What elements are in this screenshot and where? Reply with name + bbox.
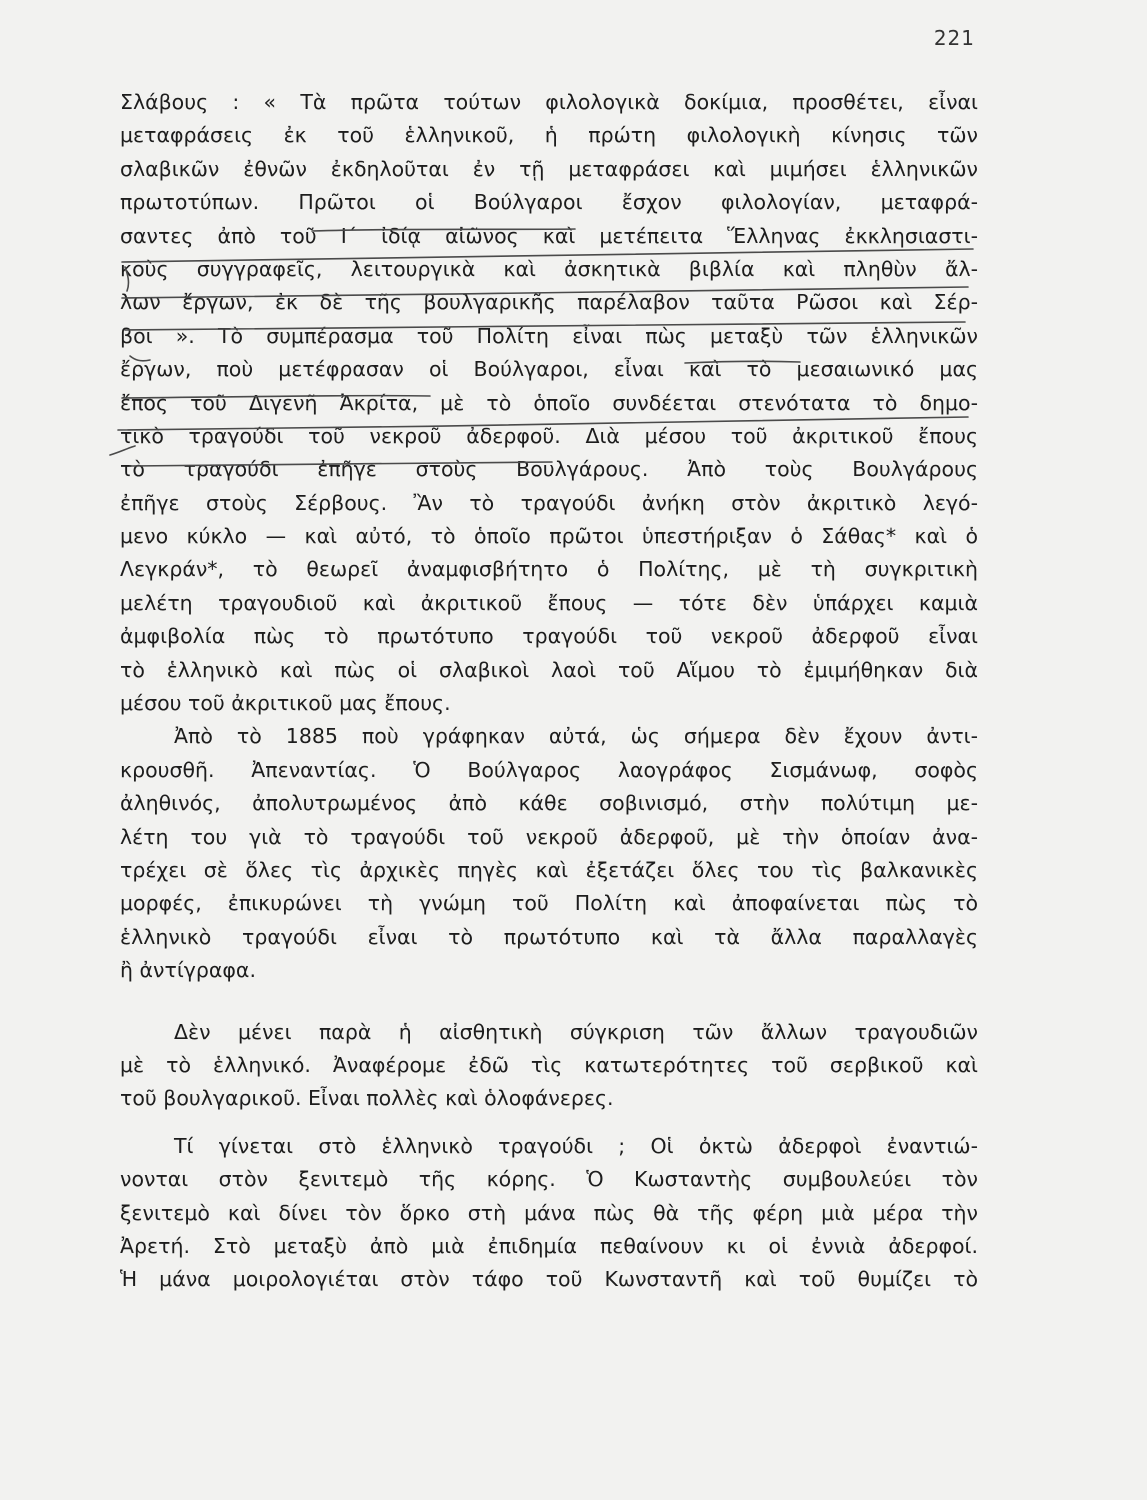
text-line: νονται στὸν ξενιτεμὸ τῆς κόρης. Ὁ Κωσταντὴς συμβουλεύει τὸν bbox=[120, 1167, 978, 1192]
paragraph-gap bbox=[120, 1116, 978, 1130]
text-line: ἔπος τοῦ Διγενῆ Ἀκρίτα, μὲ τὸ ὁποῖο συνδέεται στενότατα τὸ δημο- bbox=[120, 390, 978, 415]
text-line: κοὺς συγγραφεῖς, λειτουργικὰ καὶ ἀσκητικὰ βιβλία καὶ πληθὺν ἄλ- bbox=[120, 256, 978, 281]
text-line: λέτη του γιὰ τὸ τραγούδι τοῦ νεκροῦ ἀδερφοῦ, μὲ τὴν ὁποίαν ἀνα- bbox=[120, 824, 978, 849]
paragraph-4 bbox=[120, 1130, 978, 1297]
text-line: ἀληθινός, ἀπολυτρωμένος ἀπὸ κάθε σοβινισμό, στὴν πολύτιμη με- bbox=[120, 791, 978, 816]
page-number: 221 bbox=[933, 26, 975, 50]
text-line: τρέχει σὲ ὅλες τὶς ἀρχικὲς πηγὲς καὶ ἐξετάζει ὅλες του τὶς βαλκανικὲς bbox=[120, 857, 978, 882]
text-line: μελέτη τραγουδιοῦ καὶ ἀκριτικοῦ ἔπους — τότε δὲν ὑπάρχει καμιὰ bbox=[120, 590, 978, 615]
text-line: Ἀρετή. Στὸ μεταξὺ ἀπὸ μιὰ ἐπιδημία πεθαίνουν κι οἱ ἐννιὰ ἀδερφοί. bbox=[120, 1233, 978, 1258]
text-line: Ἀπὸ τὸ 1885 ποὺ γράφηκαν αὐτά, ὡς σήμερα δὲν ἔχουν ἀντι- bbox=[174, 724, 978, 749]
text-line: Δὲν μένει παρὰ ἡ αἰσθητικὴ σύγκριση τῶν ἄλλων τραγουδιῶν bbox=[174, 1019, 978, 1044]
text-line: Τί γίνεται στὸ ἑλληνικὸ τραγούδι ; Οἱ ὀκτὼ ἀδερφοὶ ἐναντιώ- bbox=[174, 1133, 978, 1158]
text-line: ἑλληνικὸ τραγούδι εἶναι τὸ πρωτότυπο καὶ τὰ ἄλλα παραλλαγὲς bbox=[120, 924, 978, 949]
text-line: τὸ ἑλληνικὸ καὶ πὼς οἱ σλαβικοὶ λαοὶ τοῦ Αἵμου τὸ ἐμιμήθηκαν διὰ bbox=[120, 657, 978, 682]
text-line: τὸ τραγούδι ἐπῆγε στοὺς Βουλγάρους. Ἀπὸ τοὺς Βουλγάρους bbox=[120, 457, 978, 482]
text-line: πρωτοτύπων. Πρῶτοι οἱ Βούλγαροι ἔσχον φιλολογίαν, μεταφρά- bbox=[120, 190, 978, 215]
paragraph-2 bbox=[120, 720, 978, 987]
text-line: μὲ τὸ ἑλληνικό. Ἀναφέρομε ἐδῶ τὶς κατωτερότητες τοῦ σερβικοῦ καὶ bbox=[120, 1052, 978, 1077]
text-line: μενο κύκλο — καὶ αὐτό, τὸ ὁποῖο πρῶτοι ὑπεστήριξαν ὁ Σάθας* καὶ ὁ bbox=[120, 524, 978, 549]
text-line: μεταφράσεις ἐκ τοῦ ἑλληνικοῦ, ἡ πρώτη φιλολογικὴ κίνησις τῶν bbox=[120, 123, 978, 148]
text-line: Ἡ μάνα μοιρολογιέται στὸν τάφο τοῦ Κωνσταντῆ καὶ τοῦ θυμίζει τὸ bbox=[120, 1267, 978, 1292]
text-line: σλαβικῶν ἐθνῶν ἐκδηλοῦται ἐν τῇ μεταφράσει καὶ μιμήσει ἑλληνικῶν bbox=[120, 156, 978, 181]
text-line: λων ἔργων, ἐκ δὲ τῆς βουλγαρικῆς παρέλαβον ταῦτα Ρῶσοι καὶ Σέρ- bbox=[120, 290, 978, 315]
text-line: μέσου τοῦ ἀκριτικοῦ μας ἔπους. bbox=[120, 691, 451, 716]
paragraph-gap bbox=[120, 988, 978, 1016]
text-line: μορφές, ἐπικυρώνει τὴ γνώμη τοῦ Πολίτη καὶ ἀποφαίνεται πὼς τὸ bbox=[120, 891, 978, 916]
text-line: Σλάβους : « Τὰ πρῶτα τούτων φιλολογικὰ δοκίμια, προσθέτει, εἶναι bbox=[120, 90, 978, 114]
text-line: βοι ». Τὸ συμπέρασμα τοῦ Πολίτη εἶναι πὼς μεταξὺ τῶν ἑλληνικῶν bbox=[120, 323, 978, 348]
text-line: τικὸ τραγούδι τοῦ νεκροῦ ἀδερφοῦ. Διὰ μέσου τοῦ ἀκριτικοῦ ἔπους bbox=[120, 423, 978, 448]
text-line: ἢ ἀντίγραφα. bbox=[120, 958, 256, 983]
body-text bbox=[120, 86, 978, 1297]
text-line: ἐπῆγε στοὺς Σέρβους. Ἂν τὸ τραγούδι ἀνήκη στὸν ἀκριτικὸ λεγό- bbox=[120, 490, 978, 515]
text-line: Λεγκράν*, τὸ θεωρεῖ ἀναμφισβήτητο ὁ Πολίτης, μὲ τὴ συγκριτικὴ bbox=[120, 557, 978, 582]
text-line: κρουσθῆ. Ἀπεναντίας. Ὁ Βούλγαρος λαογράφος Σισμάνωφ, σοφὸς bbox=[120, 757, 978, 782]
text-line: ἔργων, ποὺ μετέφρασαν οἱ Βούλγαροι, εἶναι καὶ τὸ μεσαιωνικό μας bbox=[120, 357, 978, 382]
text-line: σαντες ἀπὸ τοῦ Ι΄ ἰδίᾳ αἰῶνος καὶ μετέπειτα Ἕλληνας ἐκκλησιαστι- bbox=[120, 223, 978, 248]
text-line: ἀμφιβολία πὼς τὸ πρωτότυπο τραγούδι τοῦ νεκροῦ ἀδερφοῦ εἶναι bbox=[120, 624, 978, 649]
text-line: τοῦ βουλγαρικοῦ. Εἶναι πολλὲς καὶ ὁλοφάνερες. bbox=[120, 1086, 614, 1111]
text-line: ξενιτεμὸ καὶ δίνει τὸν ὅρκο στὴ μάνα πὼς θὰ τῆς φέρη μιὰ μέρα τὴν bbox=[120, 1200, 978, 1225]
paragraph-3 bbox=[120, 1016, 978, 1116]
paragraph-1 bbox=[120, 86, 978, 720]
